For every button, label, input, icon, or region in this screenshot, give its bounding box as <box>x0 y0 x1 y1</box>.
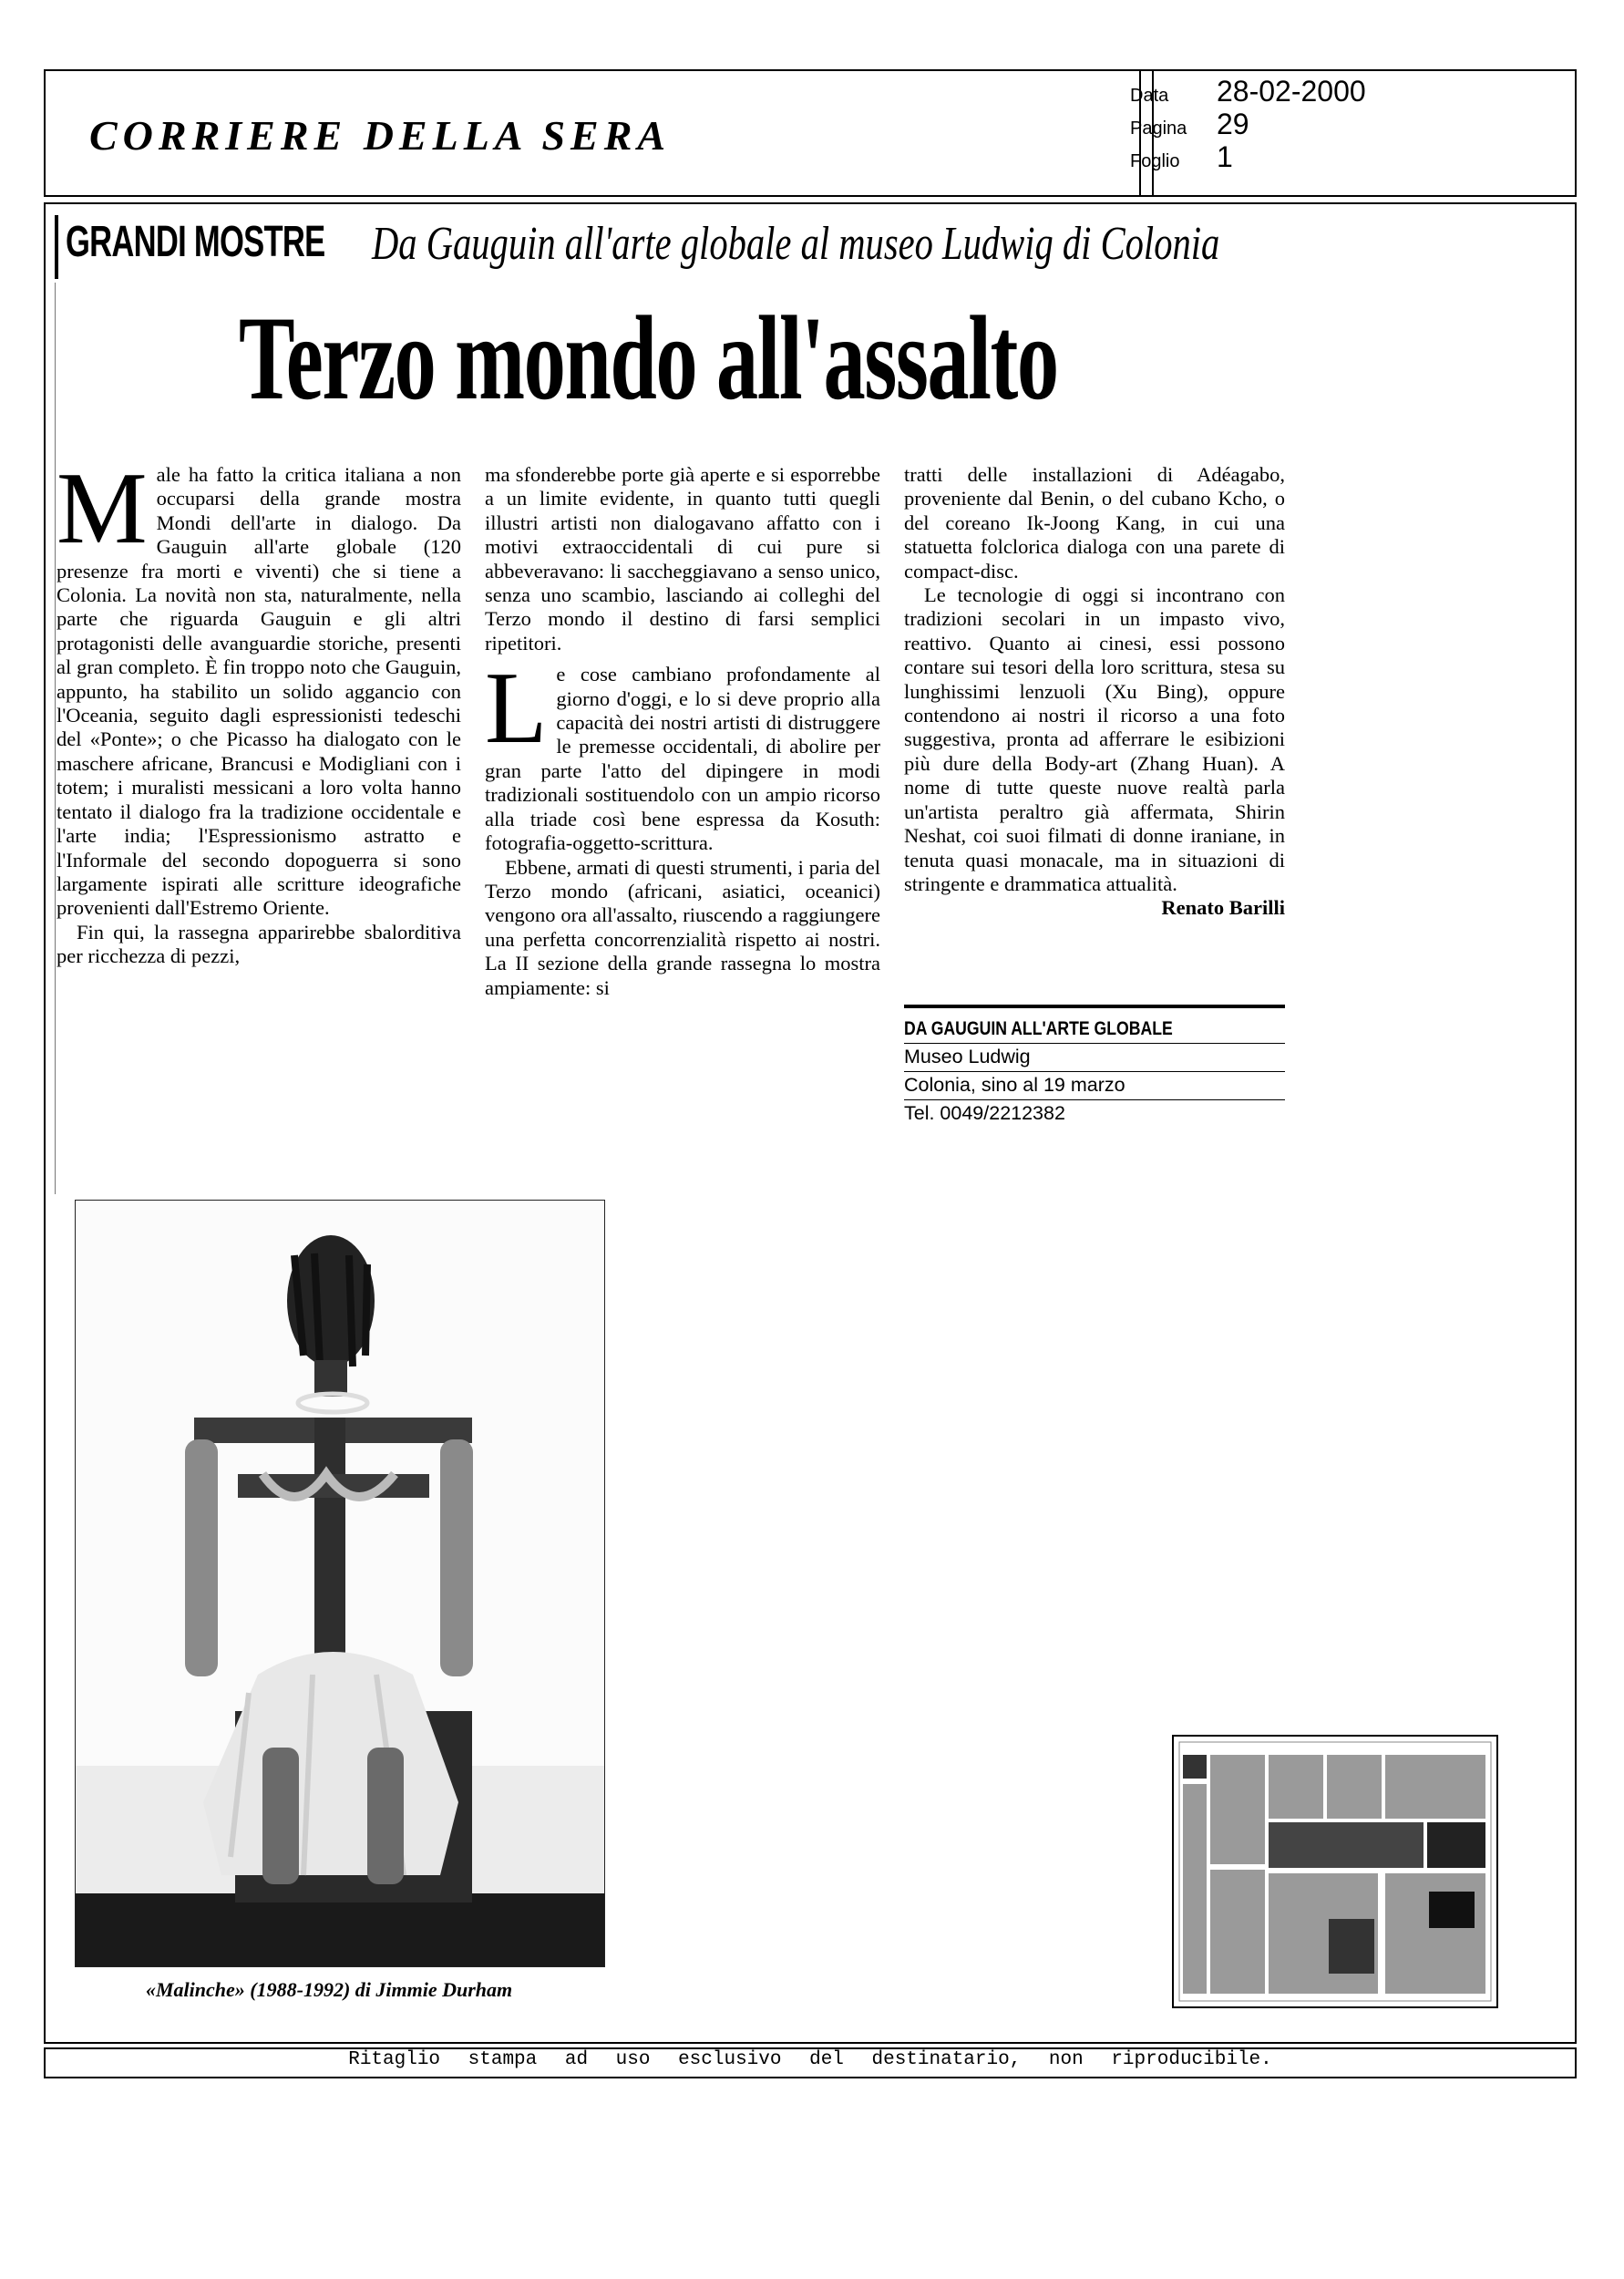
paragraph: tratti delle installazioni di Adéagabo, proveniente dal Benin, o del cubano Kcho, o del coreano Ik-Joong Kang, in cui una statuetta folclorica dialoga con una parete di compact-disc. <box>904 463 1285 583</box>
subtitle: Da Gauguin all'arte globale al museo Ludwig di Colonia <box>372 218 1220 270</box>
photo-caption: «Malinche» (1988-1992) di Jimmie Durham <box>146 1978 513 2001</box>
newspaper-name: CORRIERE DELLA SERA <box>89 112 672 159</box>
newspaper-page-preview <box>1174 1737 1496 2006</box>
infobox-venue: Museo Ludwig <box>904 1044 1285 1072</box>
footer-note: Ritaglio stampa ad uso esclusivo del destinatario, non riproducibile. <box>348 2049 1272 2070</box>
exhibition-infobox <box>904 1005 1285 1128</box>
paragraph-text: ale ha fatto la critica italiana a non occuparsi della grande mostra Mondi dell'arte in dialogo. Da Gauguin all'arte globale (120 presenze fra morti e viventi) che si tiene a Colonia. La novità non sta, naturalmente, nella parte che riguarda Gauguin e gli altri protagonisti delle avanguardie storiche, presenti al gran completo. È fin troppo noto che Gauguin, appunto, ha stabilito un solido aggancio con l'Oceania, seguito dagli espressionisti tedeschi del «Ponte»; o che Picasso ha dialogato con le maschere africane, Brancusi e Modigliani con i totem; i muralisti messicani a loro volta hanno tentato il dialogo fra la tradizione occidentale e l'arte india; l'Espressionismo astratto e l'Informale del secondo dopoguerra si sono largamente ispirati alle scritture ideografiche provenienti dall'Estremo Oriente. <box>57 463 461 920</box>
infobox-title-row <box>904 1016 1285 1044</box>
paragraph-text: e cose cambiano profondamente al giorno d'oggi, e lo si deve proprio alla capacità dei nostri artisti di distruggere le premesse occidentali, di abolire per gran parte l'atto del dipingere in modi tradizionali sostituendolo con un ampio ricorso alla triade così bene espressa da Kosuth: fotografia-oggetto-scrittura. <box>485 663 880 855</box>
sheet-label: Foglio <box>1130 151 1180 171</box>
paragraph: Le tecnologie di oggi si incontrano con tradizioni secolari in un impasto vivo, reattivo. Quanto ai cinesi, essi possono contare sui tesori della loro scrittura, stesa su lunghissimi lenzuoli (Xu Bing), oppure contendono ai nostri il ricorso a una foto suggestiva, pronta ad afferrare le esibizioni più dure della Body-art (Zhang Huan). A nome di tutte queste nuove realtà parla un'artista peraltro già affermata, Shirin Neshat, coi suoi filmati di donne iraniane, in tenuta quasi monacale, ma in situazioni di stringente e drammatica attualità. <box>904 583 1285 895</box>
page-value: 29 <box>1217 108 1249 140</box>
date-value: 28-02-2000 <box>1217 75 1366 108</box>
kicker-rule <box>55 215 58 279</box>
paragraph: Ebbene, armati di questi strumenti, i paria del Terzo mondo (africani, asiatici, oceanici) vengono ora all'assalto, riuscendo a raggiungere una perfetta concorrenzialità rispetto ai nostri. La II sezione della grande rassegna lo mostra ampiamente: si <box>485 855 880 999</box>
drop-cap: M <box>57 452 148 565</box>
date-label: Data <box>1130 86 1169 106</box>
kicker: GRANDI MOSTRE <box>66 218 325 266</box>
drop-cap: L <box>485 652 548 766</box>
article-column-3 <box>904 463 1285 921</box>
article-column-1 <box>57 452 461 969</box>
infobox-title: DA GAUGUIN ALL'ARTE GLOBALE <box>904 1017 1173 1039</box>
paragraph <box>485 652 880 855</box>
footer-bar <box>44 2047 1577 2078</box>
column-rule <box>55 283 56 1194</box>
author-byline: Renato Barilli <box>1161 896 1285 920</box>
sculpture-illustration <box>76 1201 604 1966</box>
article-column-2 <box>485 463 880 1000</box>
page-thumbnail <box>1172 1735 1498 2008</box>
paragraph: Fin qui, la rassegna apparirebbe sbalorditiva per ricchezza di pezzi, <box>57 920 461 968</box>
infobox-rule <box>904 1005 1285 1008</box>
headline: Terzo mondo all'assalto <box>239 291 1058 425</box>
sheet-value: 1 <box>1217 140 1233 173</box>
artwork-photo <box>75 1200 605 1967</box>
infobox-dates: Colonia, sino al 19 marzo <box>904 1072 1285 1100</box>
infobox-phone: Tel. 0049/2212382 <box>904 1102 1065 1124</box>
paragraph: ma sfonderebbe porte già aperte e si esporrebbe a un limite evidente, in quanto tutti quegli illustri artisti non dialogavano affatto con i motivi extraoccidentali di cui pure si abbeveravano: li saccheggiavano a senso unico, senza uno scambio, lasciando ai colleghi del Terzo mondo il destino di farsi semplici ripetitori. <box>485 463 880 655</box>
page-label: Pagina <box>1130 119 1187 139</box>
paragraph <box>57 452 461 921</box>
